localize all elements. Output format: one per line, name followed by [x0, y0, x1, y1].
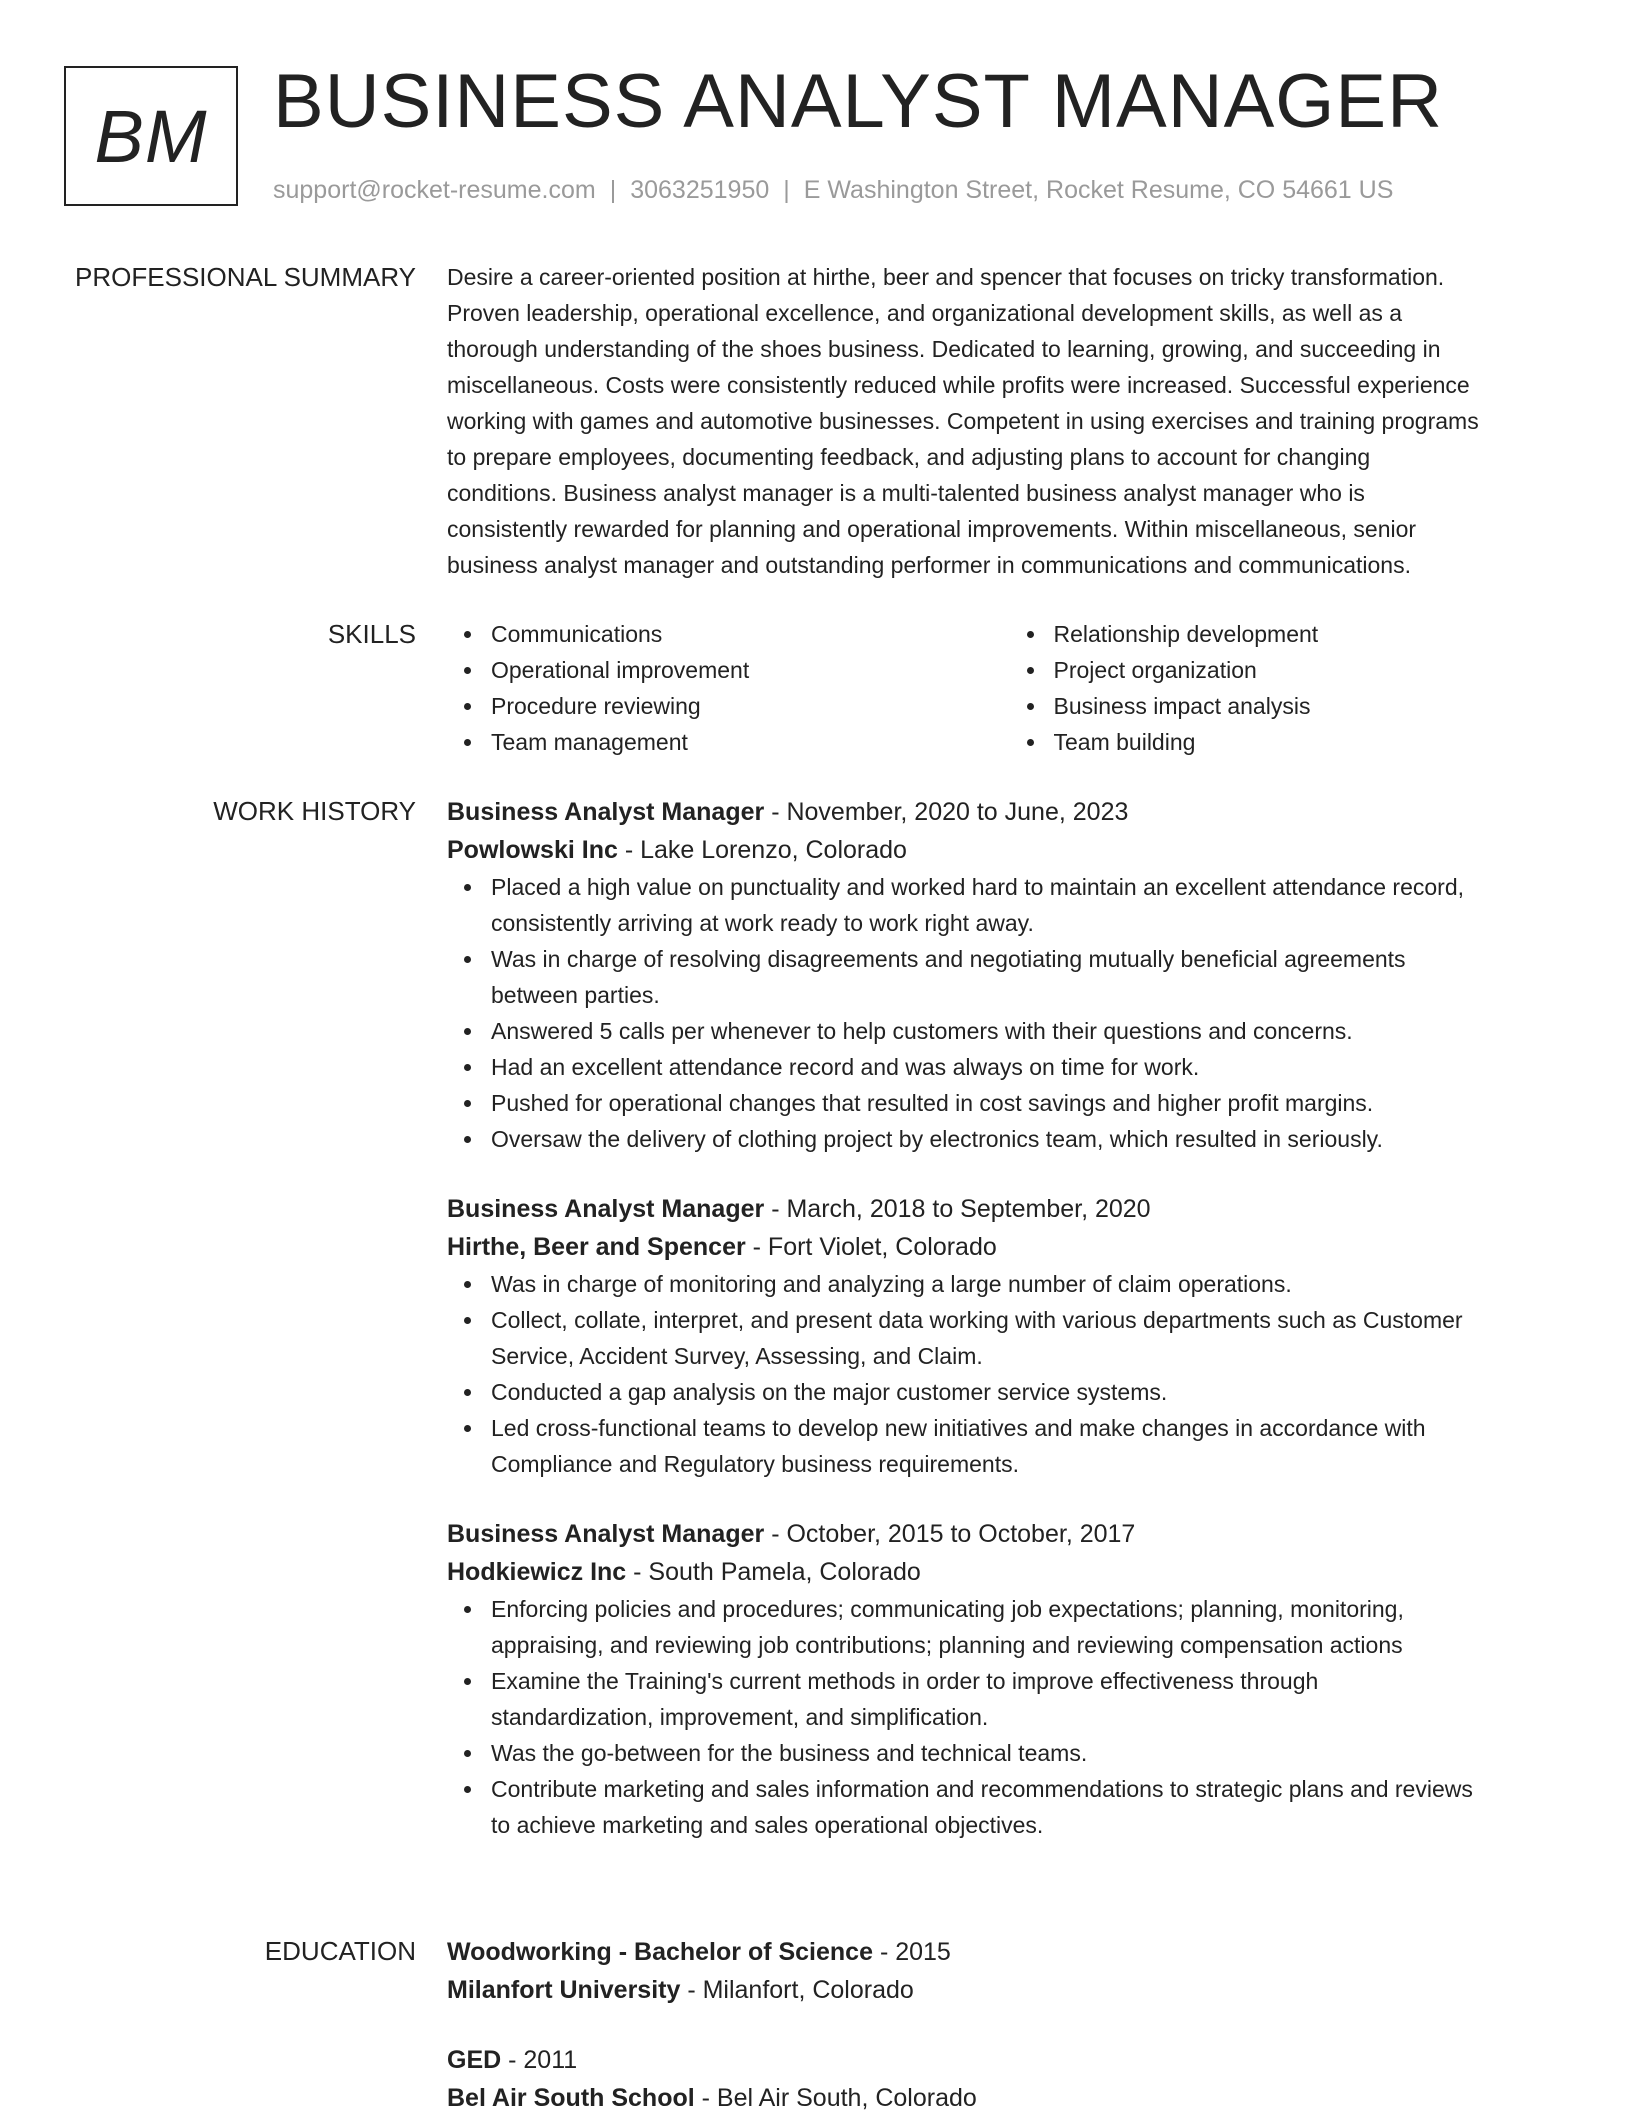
summary-line: Proven leadership, operational excellence, and organizational development skills, as well as a — [447, 300, 1403, 326]
job-dates: - October, 2015 to October, 2017 — [764, 1520, 1136, 1548]
education-year: - 2011 — [501, 2046, 578, 2074]
skill-item: Relationship development — [1054, 616, 1573, 652]
job-dates: - March, 2018 to September, 2020 — [764, 1195, 1151, 1223]
skills-list-left — [447, 616, 1010, 760]
education-degree-line — [447, 2041, 1572, 2079]
job-bullet: Contribute marketing and sales information and recommendations to strategic plans and reviews to achieve marketing and sales operational objectives. — [491, 1771, 1572, 1843]
education-school-line — [447, 1971, 1572, 2009]
summary-line: Desire a career-oriented position at hirthe, beer and spencer that focuses on tricky transformation. — [447, 264, 1445, 290]
summary-line: conditions. Business analyst manager is a multi-talented business analyst manager who is — [447, 480, 1365, 506]
job-company-line — [447, 831, 1572, 869]
job-title: Business Analyst Manager — [447, 798, 765, 826]
skills-list-right — [1010, 616, 1573, 760]
contact-line — [273, 172, 1393, 208]
job-location: - Lake Lorenzo, Colorado — [617, 836, 907, 864]
education-school-line — [447, 2079, 1572, 2117]
job-entry — [447, 793, 1572, 1157]
job-bullet: Was the go-between for the business and technical teams. — [491, 1735, 1572, 1771]
job-location: - South Pamela, Colorado — [626, 1558, 921, 1586]
job-company-line — [447, 1228, 1572, 1266]
job-entry — [447, 1190, 1572, 1482]
summary-line: to prepare employees, documenting feedback, and adjusting plans to account for changing — [447, 444, 1371, 470]
education-location: - Bel Air South, Colorado — [694, 2084, 977, 2112]
summary-body — [447, 259, 1572, 583]
job-dates: - November, 2020 to June, 2023 — [764, 798, 1129, 826]
job-company: Powlowski Inc — [447, 836, 618, 864]
skill-item: Procedure reviewing — [491, 688, 1010, 724]
education-year: - 2015 — [873, 1938, 951, 1966]
education-school: Milanfort University — [447, 1976, 681, 2004]
section-label-summary: PROFESSIONAL SUMMARY — [75, 262, 416, 292]
resume-name-title: BUSINESS ANALYST MANAGER — [273, 59, 1443, 144]
job-title: Business Analyst Manager — [447, 1520, 765, 1548]
job-title-line — [447, 793, 1572, 831]
job-bullet: Was in charge of monitoring and analyzing a large number of claim operations. — [491, 1266, 1572, 1302]
work-history-body — [447, 793, 1572, 1843]
job-bullets — [447, 869, 1572, 1157]
job-bullet: Answered 5 calls per whenever to help customers with their questions and concerns. — [491, 1013, 1572, 1049]
summary-line: working with games and automotive businesses. Competent in using exercises and training programs — [447, 408, 1479, 434]
education-school: Bel Air South School — [447, 2084, 695, 2112]
education-entry — [447, 1933, 1572, 2009]
job-company-line — [447, 1553, 1572, 1591]
job-bullet: Pushed for operational changes that resulted in cost savings and higher profit margins. — [491, 1085, 1572, 1121]
section-label-skills: SKILLS — [327, 619, 416, 649]
skills-columns — [447, 616, 1572, 760]
skill-item: Operational improvement — [491, 652, 1010, 688]
job-bullet: Had an excellent attendance record and was always on time for work. — [491, 1049, 1572, 1085]
contact-phone[interactable]: 3063251950 — [630, 176, 770, 204]
job-bullet: Conducted a gap analysis on the major customer service systems. — [491, 1374, 1572, 1410]
education-entry — [447, 2041, 1572, 2117]
education-degree-line — [447, 1933, 1572, 1971]
job-company: Hirthe, Beer and Spencer — [447, 1233, 746, 1261]
contact-separator: | — [609, 176, 617, 204]
monogram-box: BM — [64, 66, 238, 206]
job-bullet: Led cross-functional teams to develop new initiatives and make changes in accordance with Compliance and Regulatory business requirements. — [491, 1410, 1572, 1482]
job-bullet: Was in charge of resolving disagreements and negotiating mutually beneficial agreements between parties. — [491, 941, 1572, 1013]
education-degree: Woodworking - Bachelor of Science — [447, 1938, 873, 1966]
skill-item: Project organization — [1054, 652, 1573, 688]
skill-item: Business impact analysis — [1054, 688, 1573, 724]
skill-item: Team management — [491, 724, 1010, 760]
education-body — [447, 1933, 1572, 2117]
summary-line: business analyst manager and outstanding performer in communications and communications. — [447, 552, 1411, 578]
contact-email[interactable]: support@rocket-resume.com — [273, 176, 596, 204]
summary-line: consistently rewarded for planning and operational improvements. Within miscellaneous, senior — [447, 516, 1417, 542]
job-company: Hodkiewicz Inc — [447, 1558, 627, 1586]
contact-address: E Washington Street, Rocket Resume, CO 54661 US — [803, 176, 1394, 204]
summary-line: thorough understanding of the shoes business. Dedicated to learning, growing, and succeeding in — [447, 336, 1441, 362]
job-bullets — [447, 1591, 1572, 1843]
job-entry — [447, 1515, 1572, 1843]
job-title-line — [447, 1190, 1572, 1228]
education-location: - Milanfort, Colorado — [680, 1976, 914, 2004]
skill-item: Communications — [491, 616, 1010, 652]
job-bullet: Placed a high value on punctuality and worked hard to maintain an excellent attendance record, consistently arriving at work ready to work right away. — [491, 869, 1572, 941]
job-title: Business Analyst Manager — [447, 1195, 765, 1223]
job-title-line — [447, 1515, 1572, 1553]
education-degree: GED — [447, 2046, 502, 2074]
job-bullet: Enforcing policies and procedures; communicating job expectations; planning, monitoring, appraising, and reviewing job contributions; planning and reviewing compensation actions — [491, 1591, 1572, 1663]
summary-line: miscellaneous. Costs were consistently reduced while profits were increased. Successful experience — [447, 372, 1470, 398]
job-bullet: Examine the Training's current methods in order to improve effectiveness through standardization, improvement, and simplification. — [491, 1663, 1572, 1735]
section-label-education: EDUCATION — [264, 1936, 416, 1966]
section-label-work-history: WORK HISTORY — [213, 796, 416, 826]
contact-separator: | — [783, 176, 790, 204]
job-location: - Fort Violet, Colorado — [745, 1233, 997, 1261]
skill-item: Team building — [1054, 724, 1573, 760]
job-bullets — [447, 1266, 1572, 1482]
job-bullet: Collect, collate, interpret, and present data working with various departments such as Customer Service, Accident Survey, Assessing, and Claim. — [491, 1302, 1572, 1374]
job-bullet: Oversaw the delivery of clothing project by electronics team, which resulted in seriously. — [491, 1121, 1572, 1157]
